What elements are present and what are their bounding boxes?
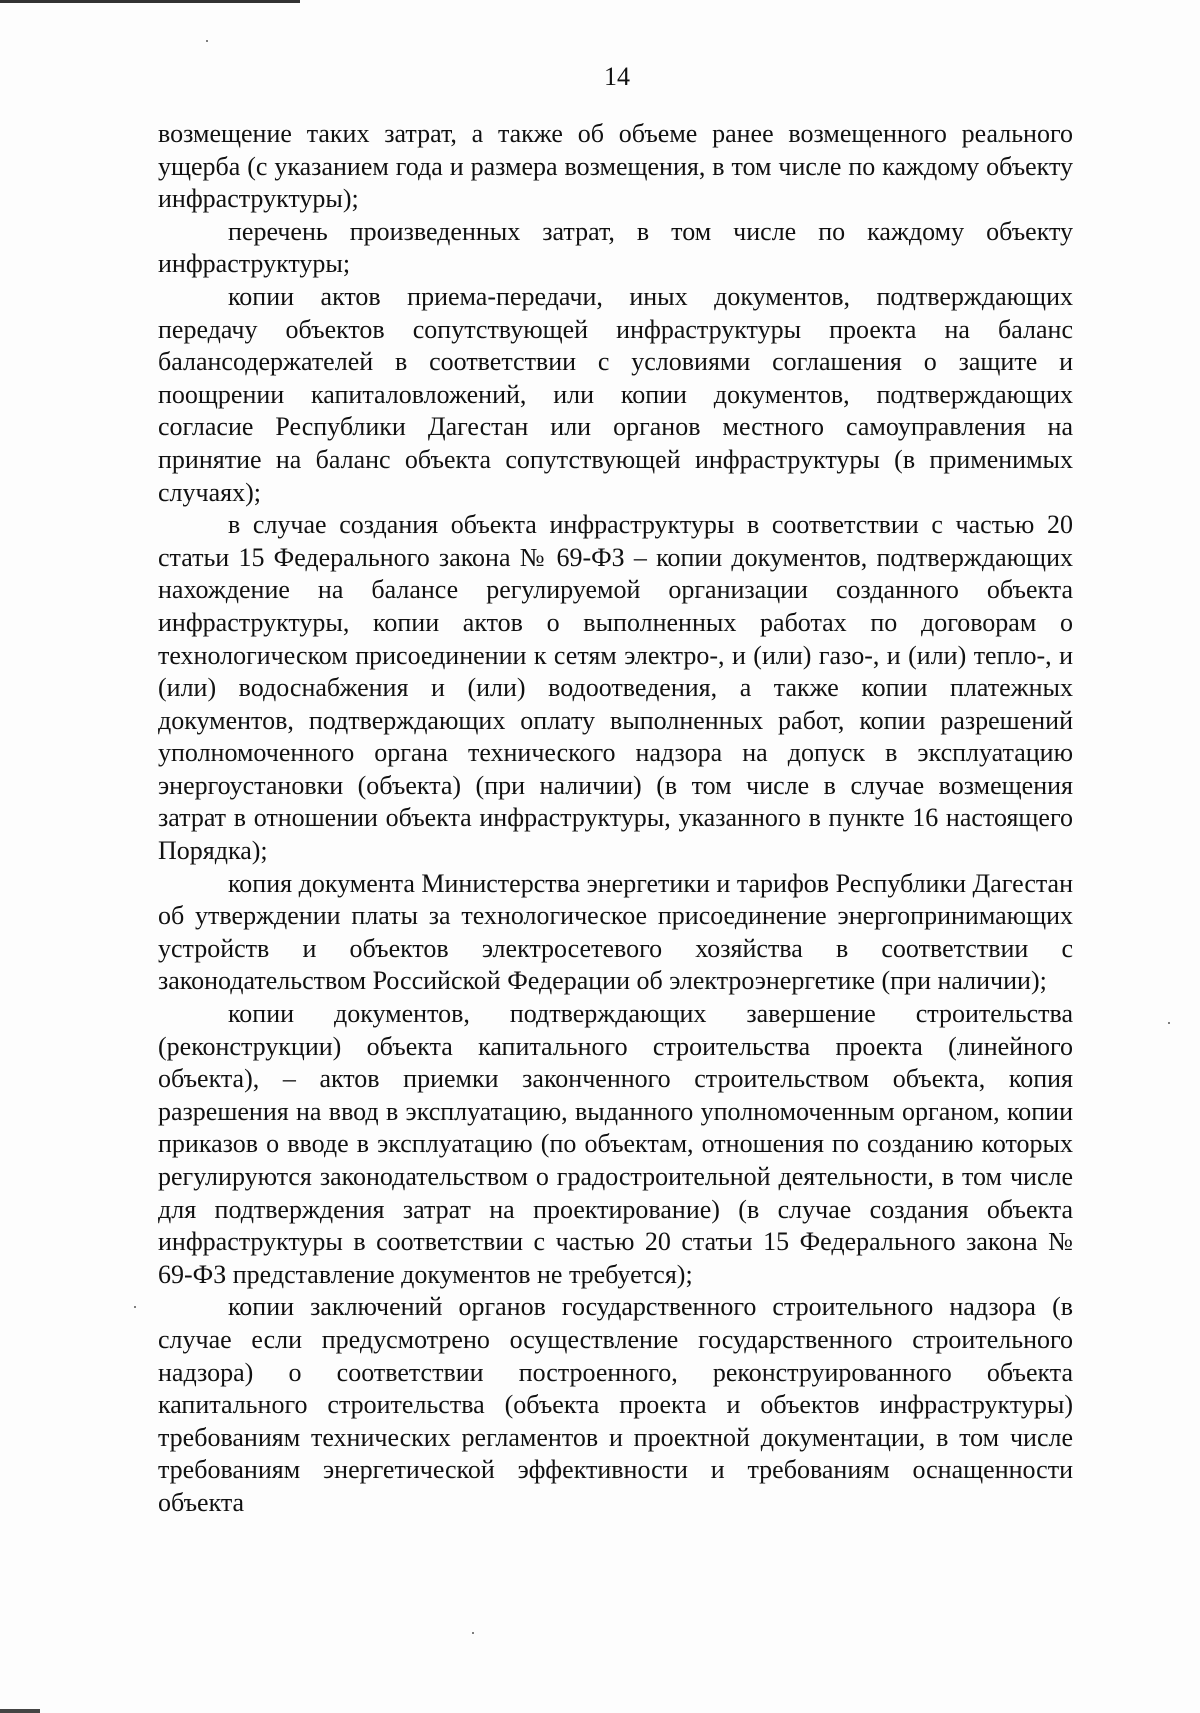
page-number: 14 — [604, 62, 630, 91]
paragraph-supervision-conclusions: копии заключений органов государственного строительного надзора (в случае если предусмотрено осуществление государственного строительного надзора) о соответствии построенного, реконструированного объекта капитального строительства (объекта проекта и объектов инфраструктуры) требованиям технических регламентов и проектной документации, в том числе требованиям энергетической эффективности и требованиям оснащенности объекта — [158, 1292, 1073, 1517]
paragraph-expense-list: перечень произведенных затрат, в том числе по каждому объекту инфраструктуры; — [158, 216, 1073, 279]
paragraph-construction-completion: копии документов, подтверждающих завершение строительства (реконструкции) объекта капитального строительства проекта (линейного объекта), – актов приемки законченного строительством объекта, копия разрешения на ввод в эксплуатацию, выданного уполномоченным органом, копии приказов о вводе в эксплуатацию (по объектам, отношения по созданию которых регулируются законодательством о градостроительной деятельности, в том числе для подтверждения затрат на проектирование) (в случае создания объекта инфраструктуры в соответствии с частью 20 статьи 15 Федерального закона № 69-ФЗ представление документов не требуется); — [158, 999, 1073, 1289]
scan-edge-mark — [0, 0, 300, 3]
scan-edge-mark — [0, 1709, 40, 1713]
paragraph-ministry-document: копия документа Министерства энергетики и тарифов Республики Дагестан об утверждении платы за технологическое присоединение энергопринимающих устройств и объектов электросетевого хозяйства в соответствии с законодательством Российской Федерации об электроэнергетике (при наличии); — [158, 868, 1073, 996]
paragraph-infrastructure-creation: в случае создания объекта инфраструктуры в соответствии с частью 20 статьи 15 Федерального закона № 69-ФЗ – копии документов, подтверждающих нахождение на балансе регулируемой организации созданного объекта инфраструктуры, копии актов о выполненных работах по договорам о технологическом присоединении к сетям электро-, и (или) газо-, и (или) тепло-, и (или) водоснабжения и (или) водоотведения, а также копии платежных документов, подтверждающих оплату выполненных работ, копии разрешений уполномоченного органа технического надзора на допуск в эксплуатацию энергоустановки (объекта) (при наличии) (в том числе в случае возмещения затрат в отношении объекта инфраструктуры, указанного в пункте 16 настоящего Порядка); — [158, 510, 1073, 866]
scan-speck — [472, 1632, 474, 1634]
scan-speck — [1168, 1022, 1170, 1024]
scan-speck — [206, 40, 208, 42]
scan-speck — [134, 1306, 136, 1308]
document-body — [158, 118, 1073, 1520]
paragraph-transfer-acts: копии актов приема-передачи, иных документов, подтверждающих передачу объектов сопутствующей инфраструктуры проекта на баланс балансодержателей в соответствии с условиями соглашения о защите и поощрении капиталовложений, или копии документов, подтверждающих согласие Республики Дагестан или органов местного самоуправления на принятие на баланс объекта сопутствующей инфраструктуры (в применимых случаях); — [158, 281, 1073, 507]
paragraph-continuation: возмещение таких затрат, а также об объеме ранее возмещенного реального ущерба (с указанием года и размера возмещения, в том числе по каждому объекту инфраструктуры); — [158, 119, 1073, 214]
